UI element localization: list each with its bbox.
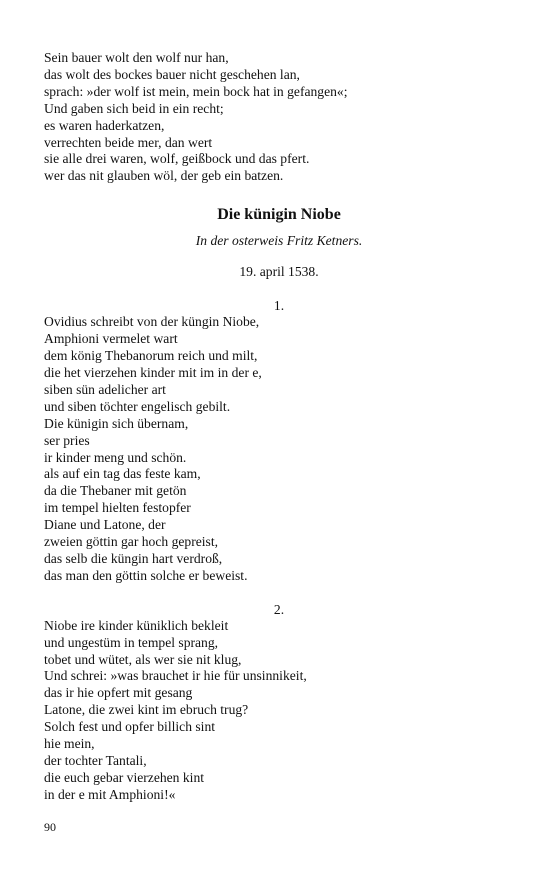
verse-line: verrechten beide mer, dan wert [44, 134, 213, 150]
verse-line: sprach: »der wolf ist mein, mein bock hat in gefangen«; [44, 83, 348, 99]
verse-line: zweien göttin gar hoch gepreist, [44, 534, 219, 550]
page-body [44, 50, 514, 804]
verse-line: das ir hie opfert mit gesang [44, 685, 193, 701]
verse-line: Ovidius schreibt von der küngin Niobe, [44, 314, 260, 330]
verse-line: sie alle drei waren, wolf, geißbock und das pfert. [44, 151, 310, 167]
stanza-2 [44, 618, 514, 804]
verse-line: ir kinder meng und schön. [44, 449, 187, 465]
verse-line: die het vierzehen kinder mit im in der e, [44, 364, 262, 380]
intro-stanza [44, 50, 514, 185]
verse-line: die euch gebar vierzehen kint [44, 769, 205, 785]
stanza-1 [44, 314, 514, 585]
verse-line: Diane und Latone, der [44, 517, 166, 533]
verse-line: Latone, die zwei kint im ebruch trug? [44, 702, 249, 718]
verse-line: siben sün adelicher art [44, 381, 166, 397]
verse-line: das man den göttin solche er beweist. [44, 567, 248, 583]
verse-line: als auf ein tag das feste kam, [44, 466, 201, 482]
page-number: 90 [44, 820, 56, 834]
verse-line: in der e mit Amphioni!« [44, 786, 176, 802]
verse-line: Die künigin sich übernam, [44, 415, 189, 431]
poem-subtitle: In der osterweis Fritz Ketners. [195, 233, 363, 249]
verse-line: es waren haderkatzen, [44, 117, 165, 133]
verse-line: ser pries [44, 432, 90, 448]
stanza-number: 1. [273, 298, 285, 314]
verse-line: im tempel hielten festopfer [44, 500, 191, 516]
verse-line: Solch fest und opfer billich sint [44, 719, 216, 735]
poem-date: 19. april 1538. [239, 264, 319, 280]
verse-line: tobet und wütet, als wer sie nit klug, [44, 651, 242, 667]
verse-line: und ungestüm in tempel sprang, [44, 634, 219, 650]
verse-line: Amphioni vermelet wart [44, 331, 178, 347]
verse-line: dem könig Thebanorum reich und milt, [44, 348, 258, 364]
verse-line: der tochter Tantali, [44, 753, 147, 768]
verse-line: Niobe ire kinder küniklich bekleit [44, 617, 229, 633]
verse-line: da die Thebaner mit getön [44, 483, 187, 499]
stanza-number: 2. [273, 601, 285, 617]
poem-title: Die künigin Niobe [217, 206, 341, 224]
verse-line: wer das nit glauben wöl, der geb ein batzen. [44, 168, 284, 184]
verse-line: Sein bauer wolt den wolf nur han, [44, 50, 229, 65]
verse-line: hie mein, [44, 736, 95, 752]
verse-line: Und schrei: »was brauchet ir hie für unsinnikeit, [44, 668, 307, 684]
verse-line: und siben töchter engelisch gebilt. [44, 398, 231, 414]
verse-line: das selb die küngin hart verdroß, [44, 550, 223, 566]
verse-line: das wolt des bockes bauer nicht geschehen lan, [44, 66, 300, 82]
verse-line: Und gaben sich beid in ein recht; [44, 100, 224, 116]
